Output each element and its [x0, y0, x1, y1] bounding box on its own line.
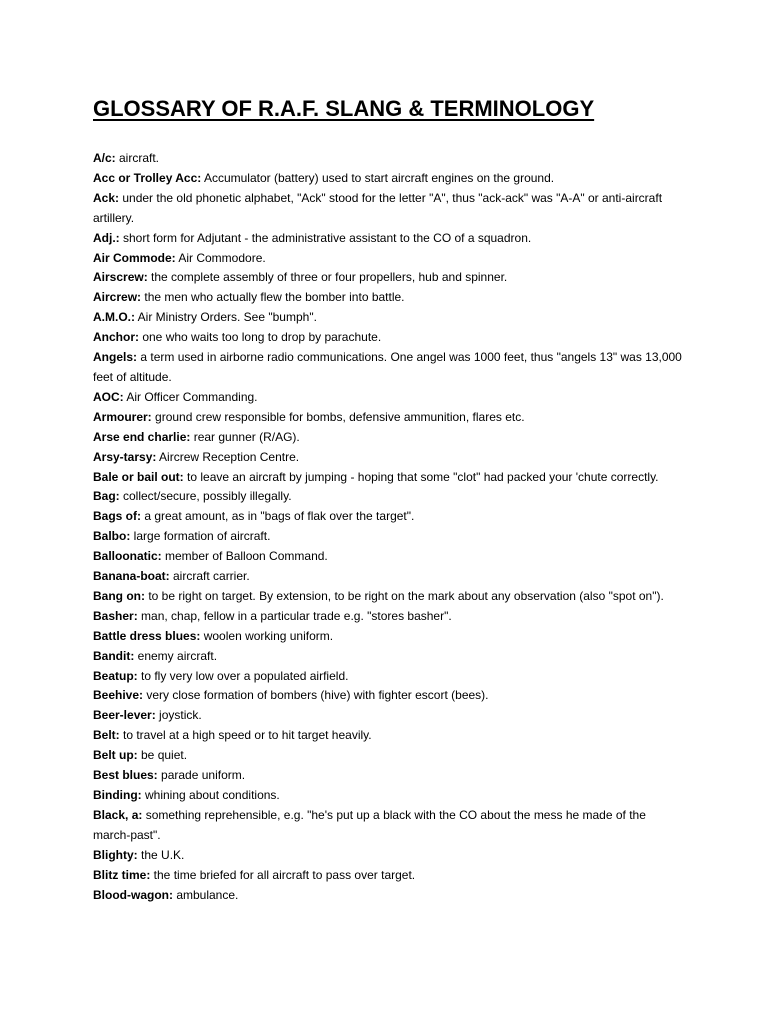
- glossary-definition: Air Ministry Orders. See "bumph".: [135, 310, 317, 325]
- glossary-term: Bag:: [93, 489, 120, 504]
- glossary-entry: [93, 786, 683, 806]
- glossary-term: AOC:: [93, 389, 124, 404]
- glossary-definition: aircraft carrier.: [169, 569, 250, 584]
- glossary-term: Beatup:: [93, 668, 138, 683]
- glossary-entry: [93, 866, 683, 886]
- glossary-term: Angels:: [93, 350, 138, 365]
- glossary-definition: the U.K.: [137, 847, 185, 862]
- glossary-definition: Accumulator (battery) used to start aircraft engines on the ground.: [201, 170, 555, 185]
- document-title: GLOSSARY OF R.A.F. SLANG & TERMINOLOGY: [93, 96, 595, 121]
- glossary-entry: [93, 527, 683, 547]
- glossary-entry: [93, 268, 683, 288]
- glossary-definition: be quiet.: [137, 748, 188, 763]
- glossary-definition: to leave an aircraft by jumping - hoping that some "clot" had packed your 'chute correctly.: [183, 469, 659, 484]
- glossary-term: Binding:: [93, 788, 142, 802]
- glossary-term: Bags of:: [93, 509, 141, 524]
- glossary-entry: [93, 567, 683, 587]
- glossary-definition: to fly very low over a populated airfield.: [137, 668, 349, 683]
- glossary-term: Ack:: [93, 190, 120, 205]
- glossary-entry: [93, 229, 683, 249]
- glossary-entry: [93, 468, 683, 488]
- glossary-term: Aircrew:: [93, 290, 142, 305]
- glossary-entry: [93, 149, 683, 169]
- glossary-definition: the men who actually flew the bomber into battle.: [141, 290, 405, 305]
- glossary-entry: [93, 507, 683, 527]
- glossary-term: Best blues:: [93, 768, 158, 783]
- glossary-entry: [93, 806, 683, 846]
- glossary-definition: the time briefed for all aircraft to pass over target.: [150, 867, 416, 882]
- glossary-definition: ambulance.: [172, 887, 239, 902]
- glossary-entry: [93, 587, 683, 607]
- glossary-entry: [93, 706, 683, 726]
- glossary-entry: [93, 766, 683, 786]
- glossary-term: Balloonatic:: [93, 549, 162, 564]
- glossary-definition: the complete assembly of three or four propellers, hub and spinner.: [147, 270, 508, 285]
- glossary-entry: [93, 408, 683, 428]
- glossary-term: Beer-lever:: [93, 708, 156, 723]
- glossary-definition: Aircrew Reception Centre.: [156, 449, 300, 464]
- glossary-term: Acc or Trolley Acc:: [93, 170, 202, 185]
- glossary-definition: parade uniform.: [157, 768, 246, 783]
- glossary-entry: [93, 667, 683, 687]
- glossary-term: Basher:: [93, 608, 138, 623]
- glossary-definition: man, chap, fellow in a particular trade e.g. "stores basher".: [137, 608, 452, 623]
- glossary-entry: [93, 746, 683, 766]
- glossary-definition: one who waits too long to drop by parachute.: [139, 330, 382, 345]
- glossary-entry: [93, 288, 683, 308]
- glossary-definition: aircraft.: [115, 151, 160, 165]
- glossary-definition: rear gunner (R/AG).: [190, 429, 300, 444]
- glossary-definition: whining about conditions.: [141, 788, 280, 802]
- glossary-term: Balbo:: [93, 529, 131, 544]
- glossary-term: Arse end charlie:: [93, 429, 191, 444]
- glossary-term: Blitz time:: [93, 867, 151, 882]
- glossary-term: Beehive:: [93, 688, 144, 703]
- glossary-term: Banana-boat:: [93, 569, 170, 584]
- glossary-entry: [93, 547, 683, 567]
- glossary-definition: Air Officer Commanding.: [123, 389, 258, 404]
- glossary-entry: [93, 428, 683, 448]
- glossary-definition: a term used in airborne radio communications. One angel was 1000 feet, thus "angels 13" was 13,000 feet of altitude.: [93, 350, 682, 384]
- glossary-entry: [93, 846, 683, 866]
- glossary-definition: enemy aircraft.: [134, 648, 218, 663]
- glossary-definition: joystick.: [155, 708, 202, 723]
- glossary-definition: under the old phonetic alphabet, "Ack" stood for the letter "A", thus "ack-ack" was "A-A" or anti-aircraft artillery.: [93, 190, 663, 225]
- glossary-definition: to be right on target. By extension, to be right on the mark about any observation (also "spot on").: [145, 588, 664, 603]
- glossary-term: Arsy-tarsy:: [93, 449, 157, 464]
- glossary-term: Bale or bail out:: [93, 469, 184, 484]
- glossary-term: Battle dress blues:: [93, 628, 201, 643]
- glossary-definition: a great amount, as in "bags of flak over the target".: [141, 509, 415, 524]
- glossary-term: Adj.:: [93, 230, 120, 245]
- glossary-entry: [93, 448, 683, 468]
- glossary-list: [93, 149, 683, 905]
- glossary-entry: [93, 726, 683, 746]
- glossary-definition: collect/secure, possibly illegally.: [119, 489, 292, 504]
- glossary-definition: ground crew responsible for bombs, defensive ammunition, flares etc.: [151, 409, 525, 424]
- glossary-term: Belt:: [93, 728, 120, 743]
- glossary-definition: short form for Adjutant - the administrative assistant to the CO of a squadron.: [119, 230, 532, 245]
- glossary-entry: [93, 249, 683, 269]
- glossary-entry: [93, 607, 683, 627]
- glossary-entry: [93, 189, 683, 229]
- glossary-term: A/c:: [93, 151, 116, 165]
- glossary-entry: [93, 886, 683, 906]
- glossary-entry: [93, 647, 683, 667]
- glossary-definition: something reprehensible, e.g. "he's put up a black with the CO about the mess he made of the march-past".: [93, 807, 646, 842]
- glossary-entry: [93, 388, 683, 408]
- glossary-term: Blood-wagon:: [93, 887, 173, 902]
- glossary-entry: [93, 348, 683, 388]
- glossary-entry: [93, 169, 683, 189]
- glossary-definition: member of Balloon Command.: [161, 549, 328, 564]
- glossary-term: Anchor:: [93, 330, 139, 345]
- glossary-definition: to travel at a high speed or to hit target heavily.: [119, 728, 372, 743]
- glossary-definition: woolen working uniform.: [200, 628, 334, 643]
- glossary-entry: [93, 328, 683, 348]
- glossary-entry: [93, 487, 683, 507]
- glossary-term: Airscrew:: [93, 270, 148, 285]
- glossary-term: Belt up:: [93, 748, 138, 763]
- glossary-entry: [93, 627, 683, 647]
- glossary-term: Blighty:: [93, 847, 138, 862]
- glossary-definition: Air Commodore.: [175, 250, 266, 265]
- glossary-term: Black, a:: [93, 807, 143, 822]
- glossary-term: A.M.O.:: [93, 310, 135, 325]
- glossary-entry: [93, 308, 683, 328]
- glossary-entry: [93, 686, 683, 706]
- glossary-term: Bang on:: [93, 588, 145, 603]
- glossary-term: Air Commode:: [93, 250, 176, 265]
- glossary-term: Bandit:: [93, 648, 135, 663]
- glossary-term: Armourer:: [93, 409, 152, 424]
- glossary-definition: large formation of aircraft.: [130, 529, 271, 544]
- glossary-definition: very close formation of bombers (hive) with fighter escort (bees).: [143, 688, 489, 703]
